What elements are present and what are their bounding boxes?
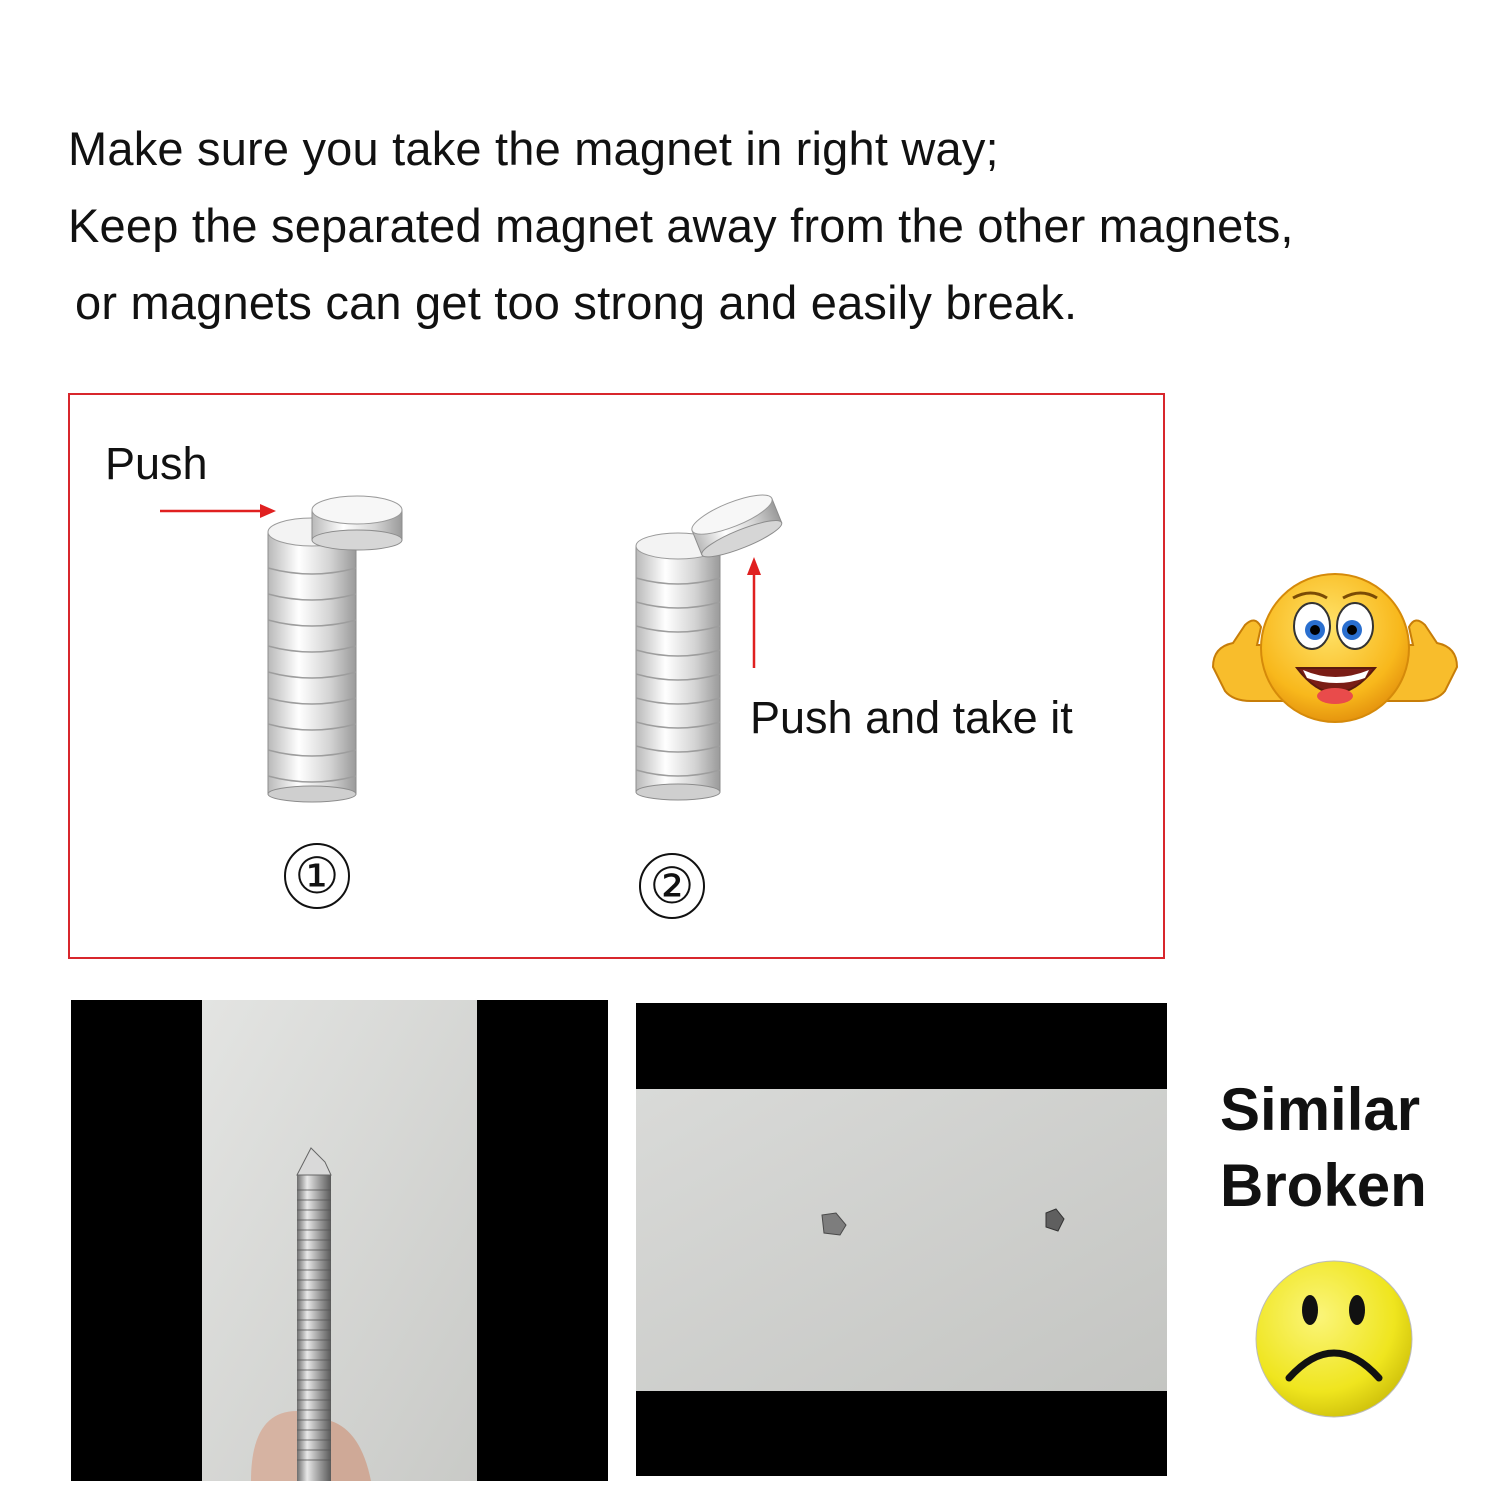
similar-broken-label (1220, 1072, 1427, 1224)
magnet-stack-1-illustration (262, 488, 422, 808)
instruction-text (68, 110, 1468, 341)
broken-magnet-stack-photo (71, 1000, 608, 1481)
instruction-panel (68, 393, 1165, 959)
similar-label: Similar (1220, 1076, 1421, 1143)
push-and-take-label: Push and take it (750, 692, 1073, 743)
step-1-number: ① (284, 843, 350, 909)
step-2-number: ② (639, 853, 705, 919)
push-label: Push (105, 438, 208, 489)
happy-thumbs-up-emoji-icon (1205, 572, 1465, 752)
instruction-line-1: Make sure you take the magnet in right way; (68, 122, 999, 175)
magnet-stack-2-illustration (630, 492, 790, 802)
sad-face-icon (1253, 1258, 1415, 1420)
instruction-line-3: or magnets can get too strong and easily break. (75, 276, 1078, 329)
instruction-line-2: Keep the separated magnet away from the other magnets, (68, 199, 1294, 252)
up-arrow-icon (743, 555, 765, 670)
broken-fragments-photo (636, 1003, 1167, 1476)
broken-label: Broken (1220, 1152, 1427, 1219)
